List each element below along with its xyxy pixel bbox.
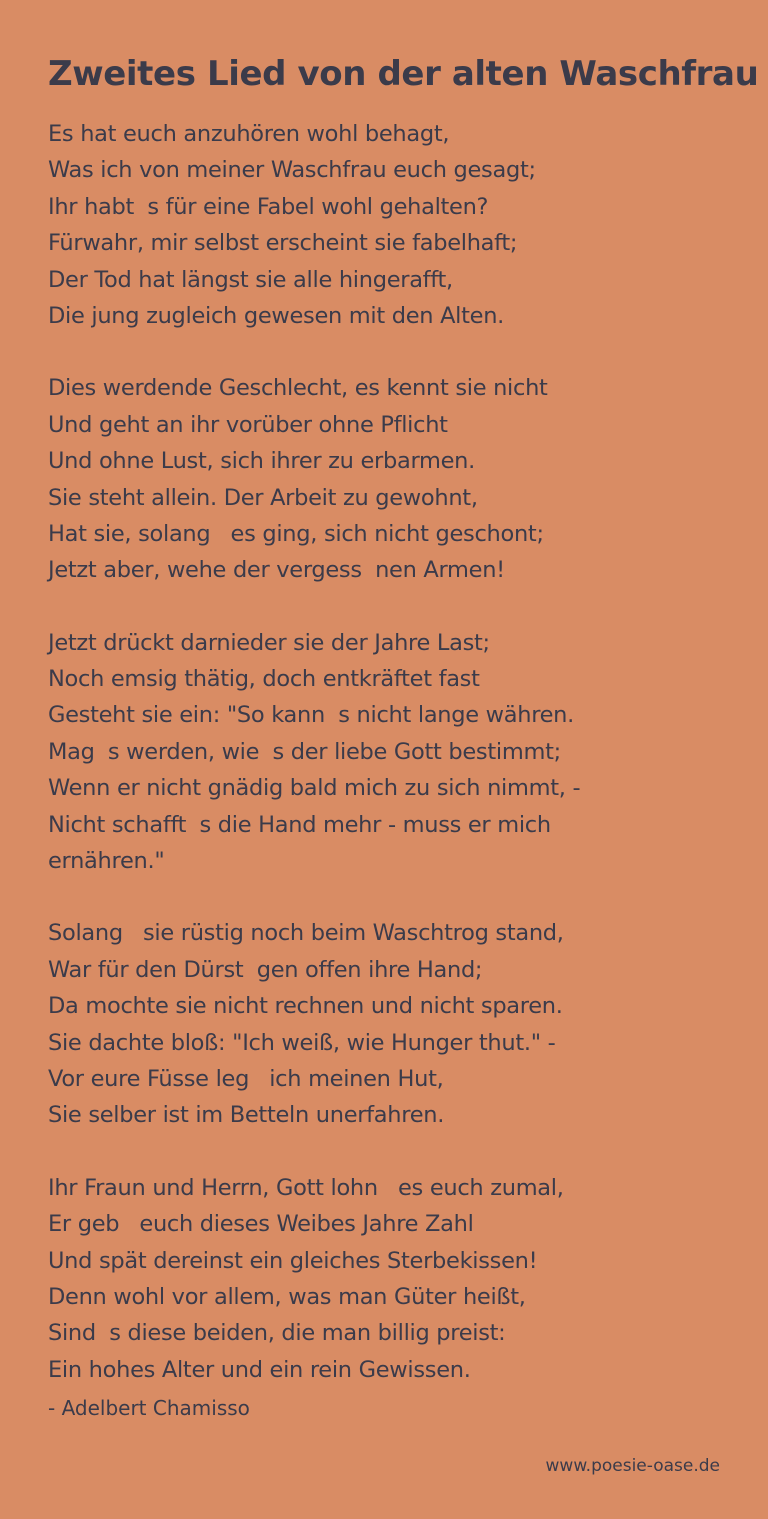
poem-line: Vor eure Füsse leg ich meinen Hut, (48, 1065, 444, 1092)
poem-line: Jetzt aber, wehe der vergessnen Armen! (48, 557, 505, 584)
stanza-2 (48, 370, 738, 588)
stanza-4 (48, 915, 738, 1133)
poem-line: Nicht schaffts die Hand mehr - muss er mich (48, 811, 551, 838)
poem-line: ernähren." (48, 848, 165, 875)
poem-line: Sie selber ist im Betteln unerfahren. (48, 1102, 445, 1129)
poem-author: - Adelbert Chamisso (48, 1396, 250, 1421)
poem-line: Da mochte sie nicht rechnen und nicht sparen. (48, 993, 563, 1020)
poem-line: Sie steht allein. Der Arbeit zu gewohnt, (48, 484, 478, 511)
poem-line: Noch emsig thätig, doch entkräftet fast (48, 666, 480, 693)
poem-line: Dies werdende Geschlecht, es kennt sie nicht (48, 375, 548, 402)
poem-line: Was ich von meiner Waschfrau euch gesagt; (48, 157, 536, 184)
stanza-5 (48, 1170, 738, 1388)
poem-line: Sie dachte bloß: "Ich weiß, wie Hunger thut." - (48, 1029, 556, 1056)
poem-line: Hat sie, solang es ging, sich nicht geschont; (48, 520, 544, 547)
poem-line: Fürwahr, mir selbst erscheint sie fabelhaft; (48, 230, 518, 257)
poem-line: War für den Dürstgen offen ihre Hand; (48, 956, 483, 983)
poem-line: Die jung zugleich gewesen mit den Alten. (48, 302, 505, 329)
poem-line: Ihr Fraun und Herrn, Gott lohn es euch zumal, (48, 1174, 564, 1201)
poem-line: Wenn er nicht gnädig bald mich zu sich nimmt, - (48, 775, 581, 802)
poem-line: Und geht an ihr vorüber ohne Pflicht (48, 411, 448, 438)
website-credit: www.poesie-oase.de (545, 1456, 720, 1476)
poem-card (48, 46, 759, 1421)
poem-line: Es hat euch anzuhören wohl behagt, (48, 121, 450, 147)
poem-line: Ein hohes Alter und ein rein Gewissen. (48, 1356, 471, 1383)
poem-line: Jetzt drückt darnieder sie der Jahre Last; (48, 629, 490, 656)
poem-line: Und spät dereinst ein gleiches Sterbekissen! (48, 1247, 538, 1274)
stanza-3 (48, 625, 738, 880)
poem-line: Ihr habts für eine Fabel wohl gehalten? (48, 193, 489, 220)
poem-line: Und ohne Lust, sich ihrer zu erbarmen. (48, 448, 475, 475)
poem-line: Mags werden, wies der liebe Gott bestimmt; (48, 738, 561, 765)
stanza-1 (48, 116, 738, 334)
poem-line: Er geb euch dieses Weibes Jahre Zahl (48, 1211, 474, 1238)
poem-line: Gesteht sie ein: "So kanns nicht lange währen. (48, 702, 574, 729)
poem-title: Zweites Lied von der alten Waschfrau (48, 54, 759, 94)
poem-line: Denn wohl vor allem, was man Güter heißt, (48, 1283, 526, 1310)
poem-line: Der Tod hat längst sie alle hingerafft, (48, 266, 453, 293)
poem-line: Sinds diese beiden, die man billig preist: (48, 1320, 506, 1347)
poem-line: Solang sie rüstig noch beim Waschtrog stand, (48, 920, 564, 947)
